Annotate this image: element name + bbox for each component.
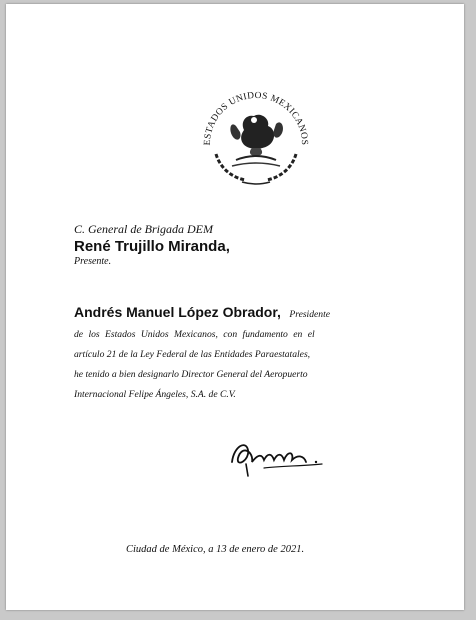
body-line-2: de los Estados Unidos Mexicanos, con fundamento en el: [74, 329, 315, 340]
document-page: [6, 4, 464, 610]
mexican-coat-of-arms-seal: [196, 86, 316, 188]
president-name: Andrés Manuel López Obrador,: [74, 304, 281, 320]
seal-inscription: ESTADOS UNIDOS MEXICANOS: [202, 90, 310, 146]
place-and-date: Ciudad de México, a 13 de enero de 2021.: [126, 544, 305, 555]
addressee-greeting: Presente.: [74, 256, 112, 267]
addressee-name: René Trujillo Miranda,: [74, 238, 230, 255]
body-line-1: [74, 302, 448, 325]
body-line-1-rest: Presidente: [289, 309, 330, 320]
handwritten-signature: [224, 432, 334, 478]
body-line-3: artículo 21 de la Ley Federal de las Entidades Paraestatales,: [74, 349, 311, 360]
body-line-5: Internacional Felipe Ángeles, S.A. de C.V.: [74, 389, 236, 400]
addressee-block: [74, 222, 230, 267]
appointment-text: [74, 302, 448, 405]
addressee-rank: C. General de Brigada DEM: [74, 222, 213, 236]
body-line-4: he tenido a bien designarlo Director General del Aeropuerto: [74, 369, 308, 380]
